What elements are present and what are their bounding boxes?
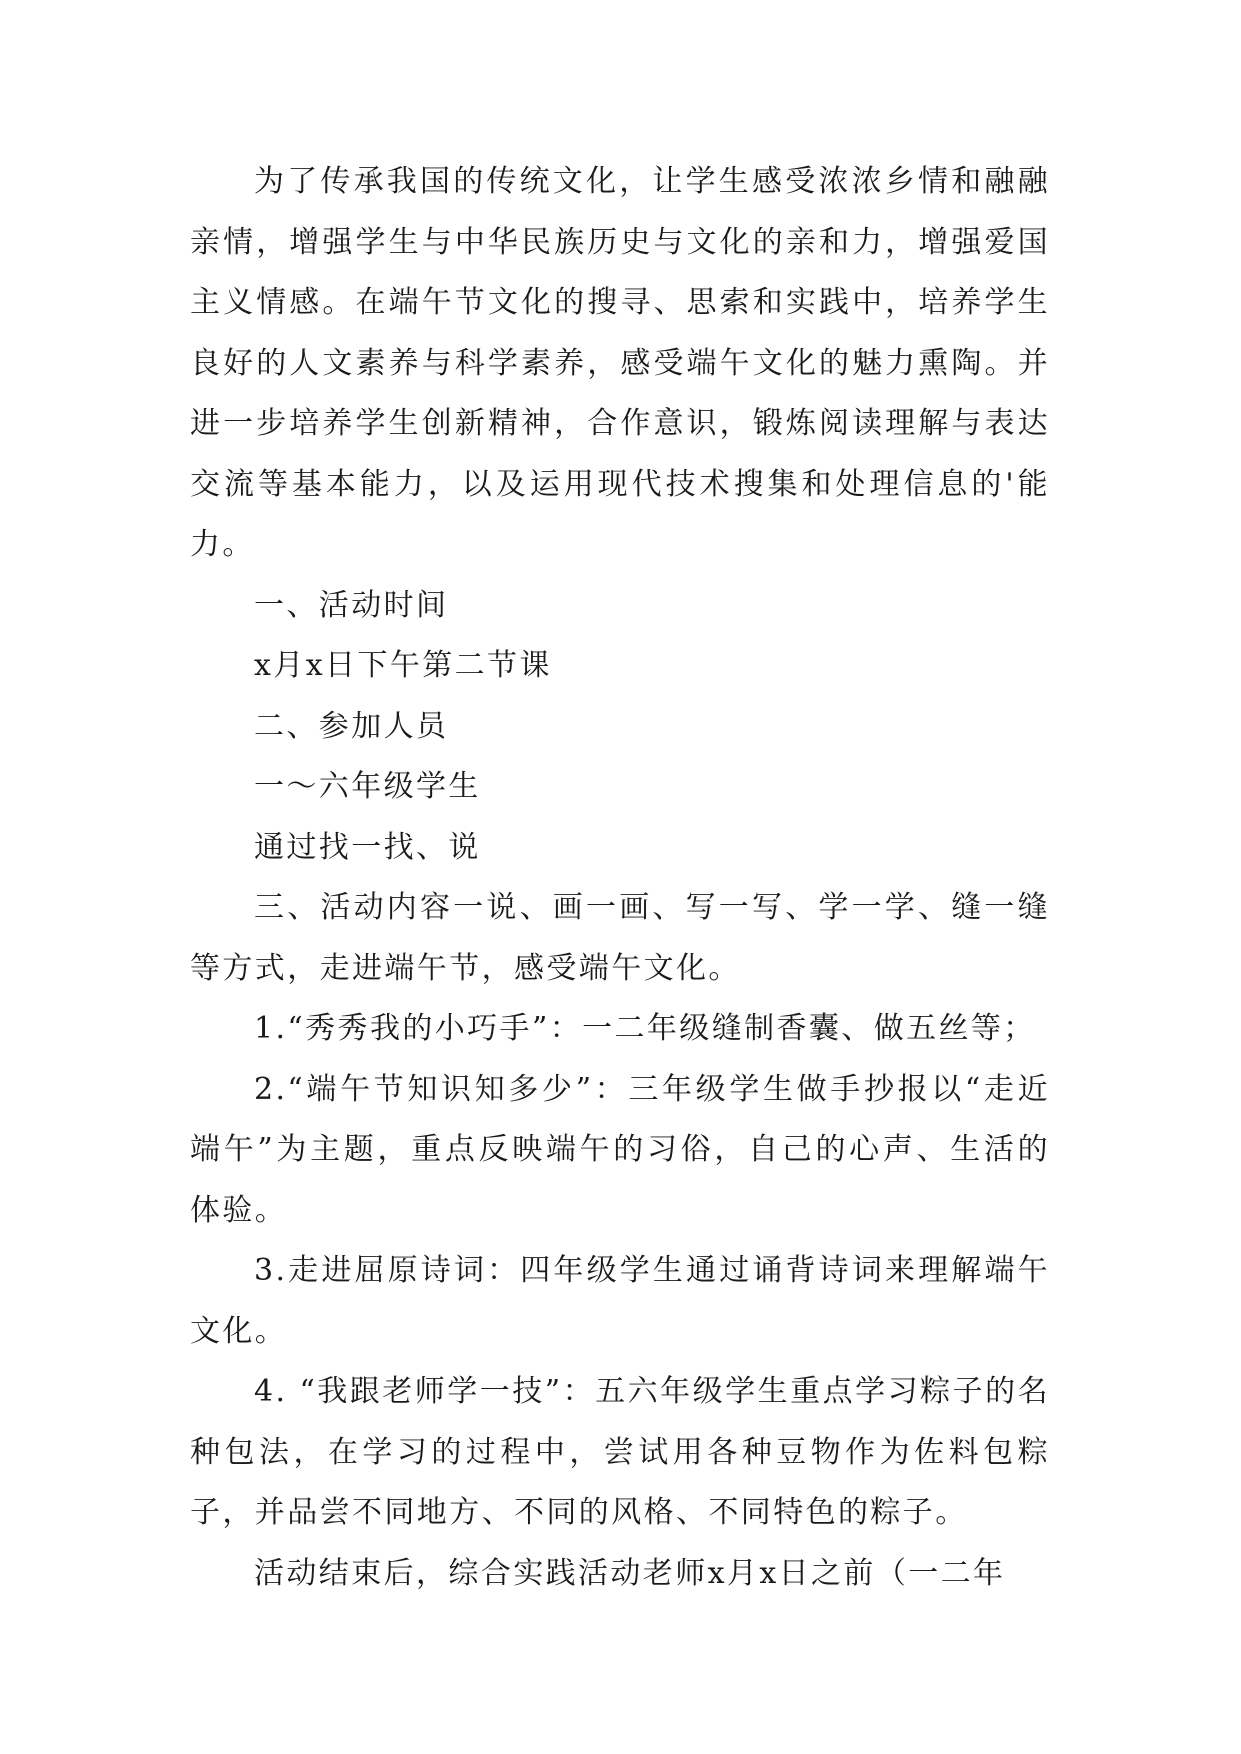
method-text: 通过找一找、说 bbox=[254, 829, 481, 865]
section-heading-activity-content: 三、活动内容一说、画一画、写一写、学一学、缝一缝等方式，走进端午节，感受端午文化。 bbox=[190, 890, 1050, 986]
activity-time-text: x月x日下午第二节课 bbox=[254, 648, 552, 683]
participants-text: 一～六年级学生 bbox=[254, 769, 481, 804]
list-item-4: 4. “我跟老师学一技”：五六年级学生重点学习粽子的名种包法，在学习的过程中，尝试用各种豆物作为佐料包粽子，并品尝不同地方、不同的风格、不同特色的粽子。 bbox=[190, 1374, 1050, 1530]
list-item-2: 2.“端午节知识知多少”：三年级学生做手抄报以“走近端午”为主题，重点反映端午的习俗，自己的心声、生活的体验。 bbox=[190, 1071, 1050, 1228]
section-heading-participants: 二、参加人员 bbox=[254, 708, 449, 744]
closing-paragraph: 活动结束后，综合实践活动老师x月x日之前（一二年 bbox=[254, 1555, 1006, 1591]
list-item-1: 1.“秀秀我的小巧手”：一二年级缝制香囊、做五丝等； bbox=[254, 1011, 1036, 1046]
document-body bbox=[190, 152, 1050, 1604]
intro-paragraph: 为了传承我国的传统文化，让学生感受浓浓乡情和融融亲情，增强学生与中华民族历史与文化的亲和力，增强爱国主义情感。在端午节文化的搜寻、思索和实践中，培养学生良好的人文素养与科学素养，感受端午文化的魅力熏陶。并进一步培养学生创新精神，合作意识，锻炼阅读理解与表达交流等基本能力，以及运用现代技术搜集和处理信息的'能力。 bbox=[190, 164, 1050, 562]
section-heading-activity-time: 一、活动时间 bbox=[254, 587, 449, 623]
list-item-3: 3.走进屈原诗词：四年级学生通过诵背诗词来理解端午文化。 bbox=[190, 1253, 1050, 1349]
